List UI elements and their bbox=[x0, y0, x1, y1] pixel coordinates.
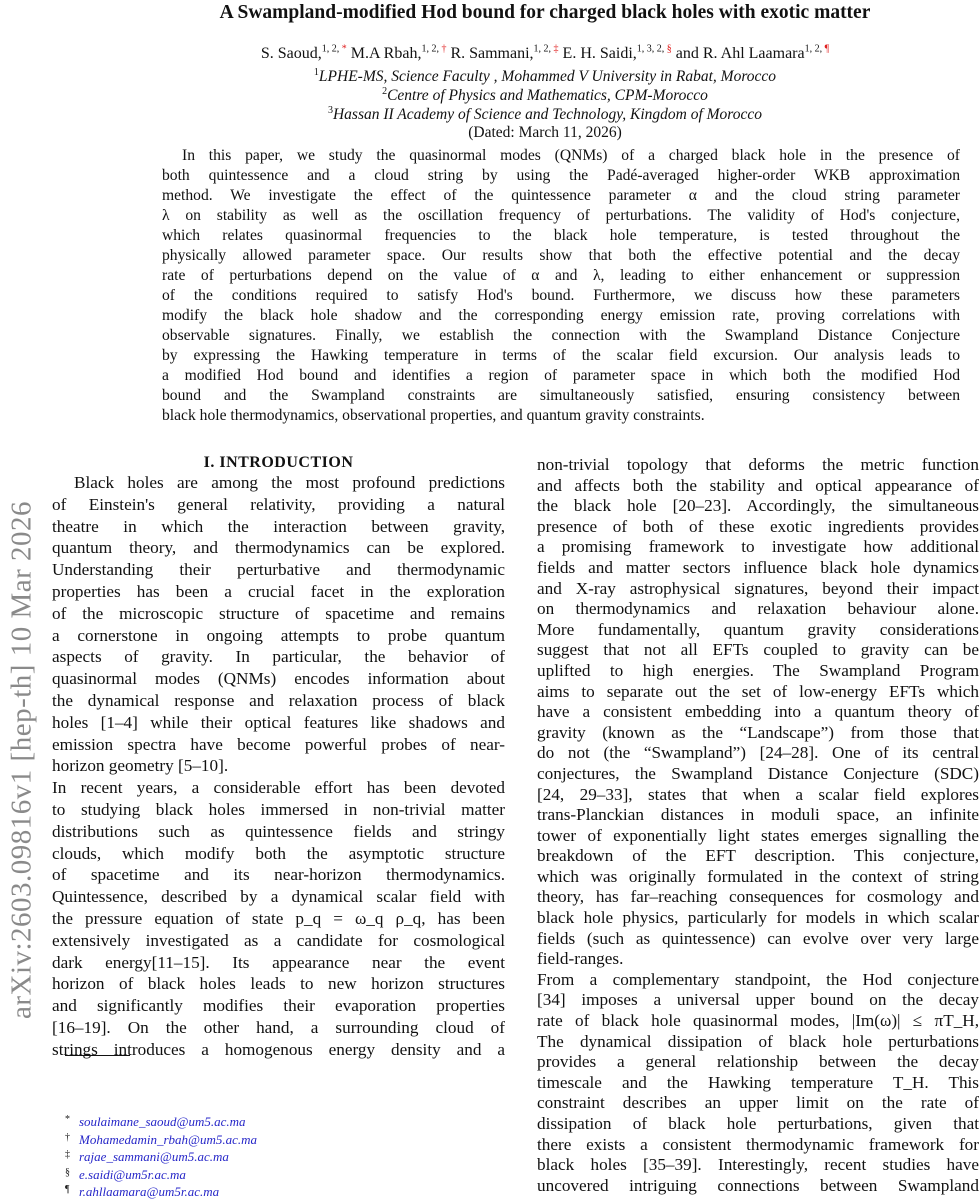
affiliation-3 bbox=[100, 105, 980, 124]
text-line: suggest that not all EFTs coupled to gravity can be bbox=[537, 640, 979, 660]
footnote bbox=[65, 1114, 246, 1130]
author-name: R. Sammani, bbox=[450, 45, 534, 63]
text-line: which was originally formulated in the context of string bbox=[537, 866, 979, 886]
footnote-link[interactable]: * bbox=[341, 44, 347, 55]
text-line: by expressing the Hawking temperature in terms of the scalar field excursion. Our analysis leads to bbox=[162, 347, 960, 364]
affiliation-refs: 1, 2, bbox=[421, 44, 442, 55]
text-line: The dynamical dissipation of black hole perturbations bbox=[537, 1031, 979, 1051]
text-line: aims to separate out the set of low-energy EFTs which bbox=[537, 681, 979, 701]
footnote-link[interactable]: † bbox=[441, 44, 447, 55]
text-line: quantum theory, and thermodynamics can be explored. bbox=[52, 538, 505, 558]
author-affiliation-numbers bbox=[322, 44, 347, 55]
affiliation-1 bbox=[100, 67, 980, 86]
text-line: and significantly modifies their evaporation properties bbox=[52, 996, 505, 1016]
affiliation-refs: 1, 2, bbox=[533, 44, 554, 55]
text-line: trans-Planckian distances in moduli space, an infinite bbox=[537, 805, 979, 825]
email-link[interactable]: e.saidi@um5r.ac.ma bbox=[79, 1166, 186, 1182]
author-affiliation-numbers bbox=[534, 44, 559, 55]
left-column bbox=[52, 472, 505, 1061]
text-line: strings introduces a homogenous energy density and a bbox=[52, 1039, 505, 1059]
text-line: clouds, which modify both the asymptotic structure bbox=[52, 843, 505, 863]
text-line: non-trivial topology that deforms the metric function bbox=[537, 455, 979, 474]
text-line: horizon of black holes leads to new horizon structures bbox=[52, 974, 505, 994]
text-line: method. We investigate the effect of the quintessence parameter α and the cloud string parameter bbox=[162, 187, 960, 204]
email-link[interactable]: Mohamedamin_rbah@um5.ac.ma bbox=[79, 1131, 258, 1147]
affiliation-refs: 1, 2, bbox=[804, 44, 825, 55]
text-line: [24, 29–33], states that when a scalar field explores bbox=[537, 784, 979, 804]
footnote-link[interactable]: ¶ bbox=[824, 44, 830, 55]
text-line: Black holes are among the most profound predictions bbox=[74, 473, 505, 492]
section-heading: I. INTRODUCTION bbox=[203, 454, 354, 471]
footnote bbox=[65, 1149, 229, 1165]
text-line: Quintessence, described by a dynamical scalar field with bbox=[52, 887, 505, 907]
text-line: dark energy[11–15]. Its appearance near the event bbox=[52, 952, 505, 972]
footnote-symbol: ‡ bbox=[65, 1149, 70, 1160]
text-line: quasinormal modes (QNMs) encodes information about bbox=[52, 669, 505, 689]
text-line: there exists a consistent thermodynamic framework for bbox=[537, 1134, 979, 1154]
author bbox=[261, 45, 351, 62]
text-line: In recent years, a considerable effort has been devoted bbox=[52, 778, 505, 798]
footnote-symbol: § bbox=[65, 1166, 70, 1178]
text-line: tower of exponentially light states emerges signalling the bbox=[537, 825, 979, 845]
text-line: presence of both of these exotic ingredients provides bbox=[537, 516, 979, 536]
text-line: extensively investigated as a candidate for cosmological bbox=[52, 930, 505, 950]
text-line: observable signatures. Finally, we establish the connection with the Swampland Distance Conjecture bbox=[162, 327, 960, 344]
text-line: conjectures, the Swampland Distance Conjecture (SDC) bbox=[537, 763, 979, 783]
text-line: both quintessence and a cloud string by using the Padé-averaged higher-order WKB approximation bbox=[162, 167, 960, 184]
text-line: a modified Hod bound and identifies a region of parameter space in which both the modified Hod bbox=[162, 367, 960, 384]
text-line: timescale and the Hawking temperature T_H. This bbox=[537, 1072, 979, 1092]
text-line: have a consistent embedding into a quantum theory of bbox=[537, 702, 979, 722]
affiliation-refs: 1, 3, 2, bbox=[636, 44, 667, 55]
author-list bbox=[100, 44, 980, 63]
text-line: breakdown of the EFT description. This conjecture, bbox=[537, 846, 979, 866]
right-column bbox=[537, 455, 979, 1196]
text-line: aspects of gravity. In particular, the behavior of bbox=[52, 647, 505, 667]
text-line: From a complementary standpoint, the Hod conjecture bbox=[537, 969, 979, 989]
text-line: In this paper, we study the quasinormal modes (QNMs) of a charged black hole in the presence of bbox=[182, 147, 960, 164]
text-line: which relates quasinormal frequencies to the black hole temperature, is tested throughout the bbox=[162, 227, 960, 244]
text-line: of the microscopic structure of spacetime and remains bbox=[52, 603, 505, 623]
affiliation-2 bbox=[100, 86, 980, 105]
date-line: (Dated: March 11, 2026) bbox=[468, 124, 622, 141]
abstract bbox=[162, 146, 960, 426]
text-line: modify the black hole shadow and the corresponding energy emission rate, proving correlations with bbox=[162, 307, 960, 324]
author-affiliation-numbers bbox=[637, 44, 672, 55]
text-line: physically allowed parameter space. Our results show that both the effective potential and the decay bbox=[162, 247, 960, 264]
author-affiliation-numbers bbox=[805, 44, 830, 55]
text-line: More fundamentally, quantum gravity considerations bbox=[537, 619, 979, 639]
author-name: and R. Ahl Laamara bbox=[675, 45, 805, 63]
text-line: uncovered intriguing connections between Swampland bbox=[537, 1175, 979, 1195]
affiliation-number: 1 bbox=[313, 67, 319, 78]
footnote-symbol: ¶ bbox=[65, 1184, 70, 1195]
text-line: holes [1–4] while their optical features like shadows and bbox=[52, 712, 505, 732]
paper-title: A Swampland-modified Hod bound for charged black holes with exotic matter bbox=[219, 2, 871, 23]
footnote bbox=[65, 1132, 257, 1148]
text-line: theatre in which the interaction between gravity, bbox=[52, 516, 505, 536]
author bbox=[450, 45, 562, 62]
text-line: to studying black holes immersed in non-trivial matter bbox=[52, 799, 505, 819]
text-line: of the conditions required to satisfy Hod's bound. Furthermore, we discuss how these parameters bbox=[162, 287, 960, 304]
text-line: [34] imposes a universal upper bound on the decay bbox=[537, 990, 979, 1010]
text-line: the black hole [20–23]. Accordingly, the simultaneous bbox=[537, 496, 979, 516]
text-line: distributions such as quintessence fields and stringy bbox=[52, 821, 505, 841]
author-name: M.A Rbah, bbox=[350, 45, 422, 63]
footnote-link[interactable]: ‡ bbox=[553, 44, 559, 55]
text-line: rate of black hole quasinormal modes, |Im(ω)| ≤ πT_H, bbox=[537, 1011, 979, 1031]
text-line: fields and matter sectors influence black hole dynamics bbox=[537, 557, 979, 577]
text-line: of Einstein's general relativity, providing a natural bbox=[52, 494, 505, 514]
footnote bbox=[65, 1184, 219, 1200]
text-line: field-ranges. bbox=[537, 949, 624, 969]
author bbox=[563, 45, 676, 62]
affiliation-text: Hassan II Academy of Science and Technology, Kingdom of Morocco bbox=[332, 106, 763, 124]
text-line: on thermodynamics and relaxation behaviour alone. bbox=[537, 599, 979, 619]
text-line: black holes [35–39]. Interestingly, recent studies have bbox=[537, 1155, 979, 1175]
text-line: horizon geometry [5–10]. bbox=[52, 756, 229, 776]
email-link[interactable]: soulaimane_saoud@um5.ac.ma bbox=[79, 1114, 246, 1129]
text-line: and affects both the stability and optical appearance of bbox=[537, 475, 979, 495]
text-line: rate of perturbations depend on the value of α and λ, leading to either enhancement or suppression bbox=[162, 267, 960, 284]
footnote-symbol: † bbox=[65, 1131, 70, 1143]
affiliation-text: Centre of Physics and Mathematics, CPM-Morocco bbox=[387, 87, 708, 105]
text-line: constraint describes an upper limit on the rate of bbox=[537, 1093, 979, 1113]
affiliation-text: LPHE-MS, Science Faculty , Mohammed V University in Rabat, Morocco bbox=[318, 68, 777, 86]
footnote-symbol: * bbox=[65, 1114, 70, 1125]
email-link[interactable]: r.ahllaamara@um5r.ac.ma bbox=[79, 1184, 220, 1199]
text-line: [16–19]. On the other hand, a surrounding cloud of bbox=[52, 1017, 505, 1037]
text-line: do not (the “Swampland”) [24–28]. One of its central bbox=[537, 743, 979, 763]
text-line: uplifted to high energies. The Swampland Program bbox=[537, 660, 979, 680]
text-line: a promising framework to investigate how additional bbox=[537, 537, 979, 557]
text-line: λ on stability as well as the oscillation frequency of perturbations. The validity of Hod's conjecture, bbox=[162, 207, 960, 224]
author-name: E. H. Saidi, bbox=[562, 45, 637, 63]
text-line: a cornerstone in ongoing attempts to probe quantum bbox=[52, 625, 505, 645]
text-line: bound and the Swampland constraints are simultaneously satisfied, ensuring consistency between bbox=[162, 387, 960, 404]
affiliation-refs: 1, 2, bbox=[321, 44, 342, 55]
author bbox=[676, 45, 829, 62]
text-line: Understanding their perturbative and thermodynamic bbox=[52, 560, 505, 580]
text-line: theory, has far–reaching consequences for cosmology and bbox=[537, 887, 979, 907]
text-line: the pressure equation of state p_q = ω_q ρ_q, has been bbox=[52, 908, 505, 928]
arxiv-stamp: arXiv:2603.09816v1 [hep-th] 10 Mar 2026 bbox=[5, 500, 38, 1020]
text-line: provides a general relationship between the decay bbox=[537, 1052, 979, 1072]
author-name: S. Saoud, bbox=[260, 45, 322, 63]
text-line: properties has been a crucial facet in the exploration bbox=[52, 581, 505, 601]
author-affiliation-numbers bbox=[421, 44, 446, 55]
text-line: the dynamical response and relaxation process of black bbox=[52, 690, 505, 710]
text-line: of spacetime and its near-horizon thermodynamics. bbox=[52, 865, 505, 885]
footnote-rule bbox=[65, 1055, 130, 1056]
text-line: gravity (known as the “Landscape”) from those that bbox=[537, 722, 979, 742]
text-line: and X-ray astrophysical signatures, beyond their impact bbox=[537, 578, 979, 598]
email-link[interactable]: rajae_sammani@um5.ac.ma bbox=[79, 1149, 229, 1164]
text-line: black hole physics, particularly for models in which scalar bbox=[537, 908, 979, 928]
footnote bbox=[65, 1167, 186, 1183]
text-line: fields (such as quintessence) can evolve over very large bbox=[537, 928, 979, 948]
affiliation-number: 3 bbox=[327, 105, 333, 116]
footnote-link[interactable]: § bbox=[666, 44, 672, 55]
text-line: emission spectra have become powerful probes of near- bbox=[52, 734, 505, 754]
affiliation-number: 2 bbox=[382, 86, 388, 97]
author bbox=[351, 45, 451, 62]
text-line: black hole thermodynamics, observational properties, and quantum gravity constraints. bbox=[162, 407, 705, 424]
text-line: dissipation of black hole perturbations, given that bbox=[537, 1114, 979, 1133]
